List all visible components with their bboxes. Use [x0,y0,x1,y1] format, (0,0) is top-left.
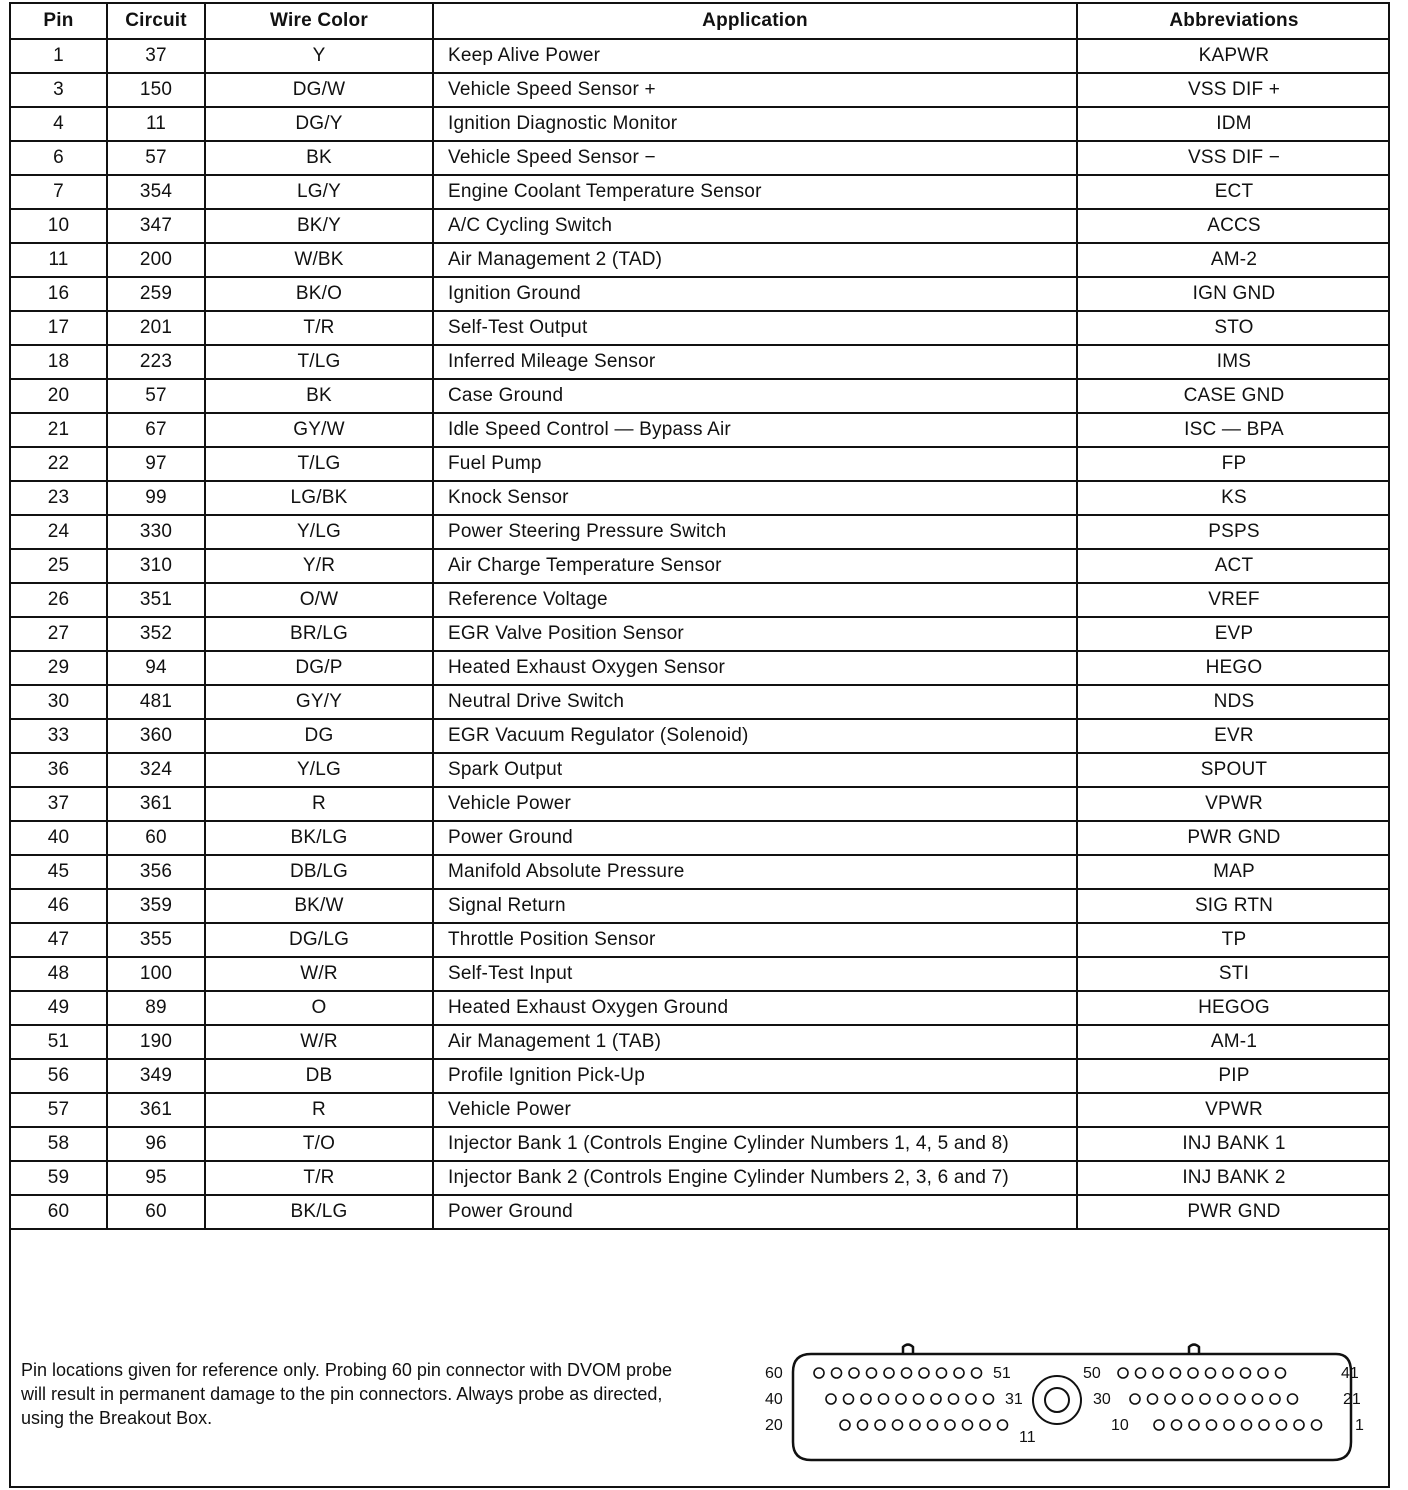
connector-pin-hole [972,1368,982,1378]
cell-circuit: 349 [107,1059,205,1093]
connector-pin-hole [849,1368,859,1378]
table-row [11,549,1390,583]
cell-circuit: 150 [107,73,205,107]
cell-app: Vehicle Power [433,1093,1077,1127]
connector-pin-hole [884,1368,894,1378]
cell-wire: LG/BK [205,481,433,515]
table-row [11,1161,1390,1195]
header-application: Application [433,3,1077,39]
cell-pin: 58 [11,1127,107,1161]
pin-label: 21 [1343,1391,1361,1408]
cell-pin: 40 [11,821,107,855]
table-row [11,141,1390,175]
cell-pin: 21 [11,413,107,447]
connector-pin-hole [840,1420,850,1430]
header-wire-color: Wire Color [205,3,433,39]
table-row [11,923,1390,957]
connector-pin-hole [1171,1368,1181,1378]
cell-abbr: AM-2 [1077,243,1390,277]
note-line: will result in permanent damage to the pin connectors. Always probe as directed, [21,1384,663,1404]
cell-app: Signal Return [433,889,1077,923]
cell-circuit: 60 [107,1195,205,1229]
connector-latch [1189,1345,1199,1355]
connector-pin-hole [998,1420,1008,1430]
connector-pin-hole [980,1420,990,1430]
cell-wire: BK [205,379,433,413]
cell-circuit: 356 [107,855,205,889]
connector-pin-hole [879,1394,889,1404]
cell-abbr: ECT [1077,175,1390,209]
cell-circuit: 200 [107,243,205,277]
connector-pin-hole [1270,1394,1280,1404]
cell-pin: 49 [11,991,107,1025]
connector-pin-hole [814,1368,824,1378]
cell-circuit: 37 [107,39,205,73]
cell-wire: BK [205,141,433,175]
cell-app: Vehicle Speed Sensor − [433,141,1077,175]
table-row [11,175,1390,209]
cell-circuit: 201 [107,311,205,345]
connector-pin-hole [984,1394,994,1404]
cell-pin: 11 [11,243,107,277]
connector-center-boss [1033,1376,1081,1424]
cell-abbr: AM-1 [1077,1025,1390,1059]
connector-pin-hole [858,1420,868,1430]
cell-wire: GY/Y [205,685,433,719]
pin-label: 30 [1093,1391,1111,1408]
cell-abbr: VSS DIF + [1077,73,1390,107]
pin-label: 51 [993,1365,1011,1382]
connector-pin-hole [966,1394,976,1404]
cell-pin: 16 [11,277,107,311]
cell-circuit: 361 [107,787,205,821]
connector-pin-hole [1154,1420,1164,1430]
connector-pin-hole [1276,1368,1286,1378]
cell-wire: T/LG [205,345,433,379]
pin-label: 41 [1341,1365,1359,1382]
connector-pin-hole [1235,1394,1245,1404]
cell-app: Air Management 2 (TAD) [433,243,1077,277]
cell-wire: BK/LG [205,821,433,855]
cell-circuit: 223 [107,345,205,379]
table-row [11,481,1390,515]
connector-pin-hole [1206,1368,1216,1378]
cell-pin: 6 [11,141,107,175]
cell-pin: 17 [11,311,107,345]
cell-abbr: PWR GND [1077,821,1390,855]
cell-circuit: 481 [107,685,205,719]
cell-app: Air Management 1 (TAB) [433,1025,1077,1059]
header-circuit: Circuit [107,3,205,39]
connector-pin-hole [1153,1368,1163,1378]
cell-pin: 47 [11,923,107,957]
cell-abbr: VPWR [1077,1093,1390,1127]
cell-circuit: 89 [107,991,205,1025]
cell-wire: T/O [205,1127,433,1161]
cell-circuit: 347 [107,209,205,243]
cell-circuit: 324 [107,753,205,787]
cell-wire: DG/Y [205,107,433,141]
cell-abbr: SPOUT [1077,753,1390,787]
pin-label: 31 [1005,1391,1023,1408]
cell-app: Ignition Ground [433,277,1077,311]
cell-pin: 3 [11,73,107,107]
table-row [11,209,1390,243]
table-row [11,957,1390,991]
cell-wire: T/R [205,311,433,345]
cell-app: A/C Cycling Switch [433,209,1077,243]
cell-pin: 23 [11,481,107,515]
table-row [11,345,1390,379]
table-row [11,39,1390,73]
connector-pin-hole [1165,1394,1175,1404]
connector-pin-hole [875,1420,885,1430]
connector-pin-hole [1207,1420,1217,1430]
table-row [11,719,1390,753]
note-line: Pin locations given for reference only. Probing 60 pin connector with DVOM probe [21,1360,673,1380]
connector-pin-hole [861,1394,871,1404]
connector-pin-hole [832,1368,842,1378]
cell-app: Throttle Position Sensor [433,923,1077,957]
cell-wire: BK/LG [205,1195,433,1229]
cell-app: Power Ground [433,1195,1077,1229]
connector-pin-hole [928,1420,938,1430]
cell-app: Idle Speed Control — Bypass Air [433,413,1077,447]
cell-circuit: 355 [107,923,205,957]
cell-app: Keep Alive Power [433,39,1077,73]
cell-circuit: 352 [107,617,205,651]
cell-abbr: STI [1077,957,1390,991]
cell-abbr: INJ BANK 1 [1077,1127,1390,1161]
cell-pin: 10 [11,209,107,243]
table-row [11,515,1390,549]
table-row [11,1025,1390,1059]
cell-app: Self-Test Output [433,311,1077,345]
cell-circuit: 330 [107,515,205,549]
cell-abbr: ISC — BPA [1077,413,1390,447]
connector-center-bolt [1045,1388,1069,1412]
cell-wire: T/LG [205,447,433,481]
cell-wire: R [205,1093,433,1127]
cell-circuit: 310 [107,549,205,583]
table-row [11,73,1390,107]
cell-pin: 27 [11,617,107,651]
cell-pin: 37 [11,787,107,821]
cell-wire: Y/LG [205,753,433,787]
cell-circuit: 351 [107,583,205,617]
connector-pin-hole [910,1420,920,1430]
cell-pin: 29 [11,651,107,685]
cell-app: Inferred Mileage Sensor [433,345,1077,379]
pin-label: 1 [1355,1417,1364,1434]
connector-pin-hole [1242,1420,1252,1430]
table-row [11,991,1390,1025]
cell-wire: DG [205,719,433,753]
connector-pin-hole [1224,1420,1234,1430]
connector-pin-hole [1200,1394,1210,1404]
cell-abbr: NDS [1077,685,1390,719]
connector-pin-hole [1258,1368,1268,1378]
cell-pin: 7 [11,175,107,209]
cell-wire: Y/R [205,549,433,583]
cell-pin: 59 [11,1161,107,1195]
cell-abbr: SIG RTN [1077,889,1390,923]
pin-label: 20 [765,1417,783,1434]
connector-pin-hole [1259,1420,1269,1430]
connector-pin-hole [1118,1368,1128,1378]
cell-pin: 1 [11,39,107,73]
connector-pin-hole [1218,1394,1228,1404]
cell-abbr: MAP [1077,855,1390,889]
table-row [11,787,1390,821]
cell-circuit: 60 [107,821,205,855]
cell-abbr: IDM [1077,107,1390,141]
cell-pin: 30 [11,685,107,719]
table-row [11,311,1390,345]
table-row [11,107,1390,141]
connector-pin-hole [844,1394,854,1404]
cell-wire: BK/O [205,277,433,311]
connector-pin-hole [954,1368,964,1378]
cell-abbr: EVP [1077,617,1390,651]
cell-abbr: INJ BANK 2 [1077,1161,1390,1195]
cell-abbr: FP [1077,447,1390,481]
table-row [11,1127,1390,1161]
pinout-sheet [9,2,1390,1488]
warning-note [21,1358,741,1430]
cell-app: EGR Valve Position Sensor [433,617,1077,651]
cell-pin: 22 [11,447,107,481]
cell-abbr: IMS [1077,345,1390,379]
cell-abbr: HEGOG [1077,991,1390,1025]
connector-latch [903,1345,913,1355]
table-row [11,821,1390,855]
cell-wire: LG/Y [205,175,433,209]
connector-pin-hole [949,1394,959,1404]
cell-app: Injector Bank 2 (Controls Engine Cylinder Numbers 2, 3, 6 and 7) [433,1161,1077,1195]
connector-pin-hole [1148,1394,1158,1404]
table-row [11,379,1390,413]
cell-app: Manifold Absolute Pressure [433,855,1077,889]
cell-wire: DB/LG [205,855,433,889]
connector-pin-hole [919,1368,929,1378]
cell-wire: DB [205,1059,433,1093]
cell-circuit: 94 [107,651,205,685]
connector-pin-hole [1189,1420,1199,1430]
cell-circuit: 259 [107,277,205,311]
cell-circuit: 57 [107,141,205,175]
connector-pin-hole [893,1420,903,1430]
table-row [11,855,1390,889]
pin-label: 40 [765,1391,783,1408]
table-row [11,243,1390,277]
header-abbreviations: Abbreviations [1077,3,1390,39]
table-row [11,889,1390,923]
connector-pin-hole [1172,1420,1182,1430]
cell-circuit: 354 [107,175,205,209]
cell-app: Profile Ignition Pick-Up [433,1059,1077,1093]
cell-abbr: VPWR [1077,787,1390,821]
cell-abbr: ACT [1077,549,1390,583]
table-row [11,1195,1390,1229]
connector-pin-hole [1223,1368,1233,1378]
table-header-row [11,3,1390,39]
cell-wire: W/R [205,957,433,991]
cell-wire: DG/W [205,73,433,107]
connector-pin-hole [1288,1394,1298,1404]
cell-abbr: VSS DIF − [1077,141,1390,175]
cell-abbr: PSPS [1077,515,1390,549]
header-pin: Pin [11,3,107,39]
connector-pin-hole [931,1394,941,1404]
connector-pin-hole [963,1420,973,1430]
cell-circuit: 97 [107,447,205,481]
cell-circuit: 190 [107,1025,205,1059]
table-row [11,617,1390,651]
pin-label: 60 [765,1365,783,1382]
cell-wire: BR/LG [205,617,433,651]
cell-app: Knock Sensor [433,481,1077,515]
connector-pin-hole [1312,1420,1322,1430]
table-row [11,1093,1390,1127]
connector-pin-hole [1253,1394,1263,1404]
cell-wire: O [205,991,433,1025]
cell-app: Case Ground [433,379,1077,413]
cell-app: Spark Output [433,753,1077,787]
table-row [11,685,1390,719]
connector-pin-hole [914,1394,924,1404]
cell-pin: 25 [11,549,107,583]
connector-pin-hole [867,1368,877,1378]
cell-abbr: KS [1077,481,1390,515]
cell-app: Neutral Drive Switch [433,685,1077,719]
cell-app: EGR Vacuum Regulator (Solenoid) [433,719,1077,753]
connector-pin-hole [1241,1368,1251,1378]
cell-abbr: TP [1077,923,1390,957]
cell-wire: DG/P [205,651,433,685]
cell-wire: T/R [205,1161,433,1195]
cell-circuit: 360 [107,719,205,753]
cell-pin: 18 [11,345,107,379]
cell-app: Fuel Pump [433,447,1077,481]
cell-app: Self-Test Input [433,957,1077,991]
cell-pin: 45 [11,855,107,889]
table-row [11,413,1390,447]
cell-abbr: VREF [1077,583,1390,617]
cell-app: Ignition Diagnostic Monitor [433,107,1077,141]
pin-label: 10 [1111,1417,1129,1434]
connector-pin-hole [896,1394,906,1404]
connector-pin-hole [902,1368,912,1378]
cell-abbr: KAPWR [1077,39,1390,73]
cell-wire: W/BK [205,243,433,277]
cell-wire: W/R [205,1025,433,1059]
pin-label: 50 [1083,1365,1101,1382]
pinout-table [11,2,1390,1230]
cell-app: Vehicle Power [433,787,1077,821]
cell-wire: BK/W [205,889,433,923]
connector-diagram [751,1332,1381,1472]
cell-pin: 36 [11,753,107,787]
cell-circuit: 100 [107,957,205,991]
cell-pin: 51 [11,1025,107,1059]
table-row [11,447,1390,481]
cell-pin: 26 [11,583,107,617]
cell-abbr: IGN GND [1077,277,1390,311]
cell-circuit: 11 [107,107,205,141]
cell-circuit: 96 [107,1127,205,1161]
note-line: using the Breakout Box. [21,1408,213,1428]
cell-app: Vehicle Speed Sensor + [433,73,1077,107]
connector-pin-hole [937,1368,947,1378]
cell-app: Engine Coolant Temperature Sensor [433,175,1077,209]
table-row [11,651,1390,685]
cell-app: Heated Exhaust Oxygen Sensor [433,651,1077,685]
cell-pin: 56 [11,1059,107,1093]
cell-pin: 20 [11,379,107,413]
cell-circuit: 359 [107,889,205,923]
cell-circuit: 57 [107,379,205,413]
cell-abbr: PWR GND [1077,1195,1390,1229]
connector-pin-hole [1183,1394,1193,1404]
connector-pin-hole [1130,1394,1140,1404]
cell-circuit: 361 [107,1093,205,1127]
cell-abbr: STO [1077,311,1390,345]
cell-pin: 46 [11,889,107,923]
cell-wire: BK/Y [205,209,433,243]
cell-app: Power Steering Pressure Switch [433,515,1077,549]
cell-wire: DG/LG [205,923,433,957]
table-row [11,753,1390,787]
cell-app: Heated Exhaust Oxygen Ground [433,991,1077,1025]
cell-abbr: PIP [1077,1059,1390,1093]
cell-pin: 33 [11,719,107,753]
cell-pin: 60 [11,1195,107,1229]
table-row [11,277,1390,311]
cell-pin: 48 [11,957,107,991]
connector-pin-hole [1188,1368,1198,1378]
connector-pin-hole [826,1394,836,1404]
cell-wire: GY/W [205,413,433,447]
connector-pin-hole [1277,1420,1287,1430]
cell-abbr: ACCS [1077,209,1390,243]
cell-abbr: HEGO [1077,651,1390,685]
pin-label: 11 [1019,1429,1036,1446]
cell-abbr: EVR [1077,719,1390,753]
cell-app: Air Charge Temperature Sensor [433,549,1077,583]
cell-circuit: 99 [107,481,205,515]
cell-pin: 4 [11,107,107,141]
cell-abbr: CASE GND [1077,379,1390,413]
cell-app: Injector Bank 1 (Controls Engine Cylinder Numbers 1, 4, 5 and 8) [433,1127,1077,1161]
cell-wire: O/W [205,583,433,617]
cell-wire: Y [205,39,433,73]
connector-pin-hole [945,1420,955,1430]
table-row [11,1059,1390,1093]
cell-pin: 57 [11,1093,107,1127]
cell-wire: Y/LG [205,515,433,549]
cell-wire: R [205,787,433,821]
cell-circuit: 95 [107,1161,205,1195]
cell-circuit: 67 [107,413,205,447]
cell-app: Reference Voltage [433,583,1077,617]
cell-pin: 24 [11,515,107,549]
connector-pin-hole [1294,1420,1304,1430]
cell-app: Power Ground [433,821,1077,855]
connector-pin-hole [1136,1368,1146,1378]
table-row [11,583,1390,617]
